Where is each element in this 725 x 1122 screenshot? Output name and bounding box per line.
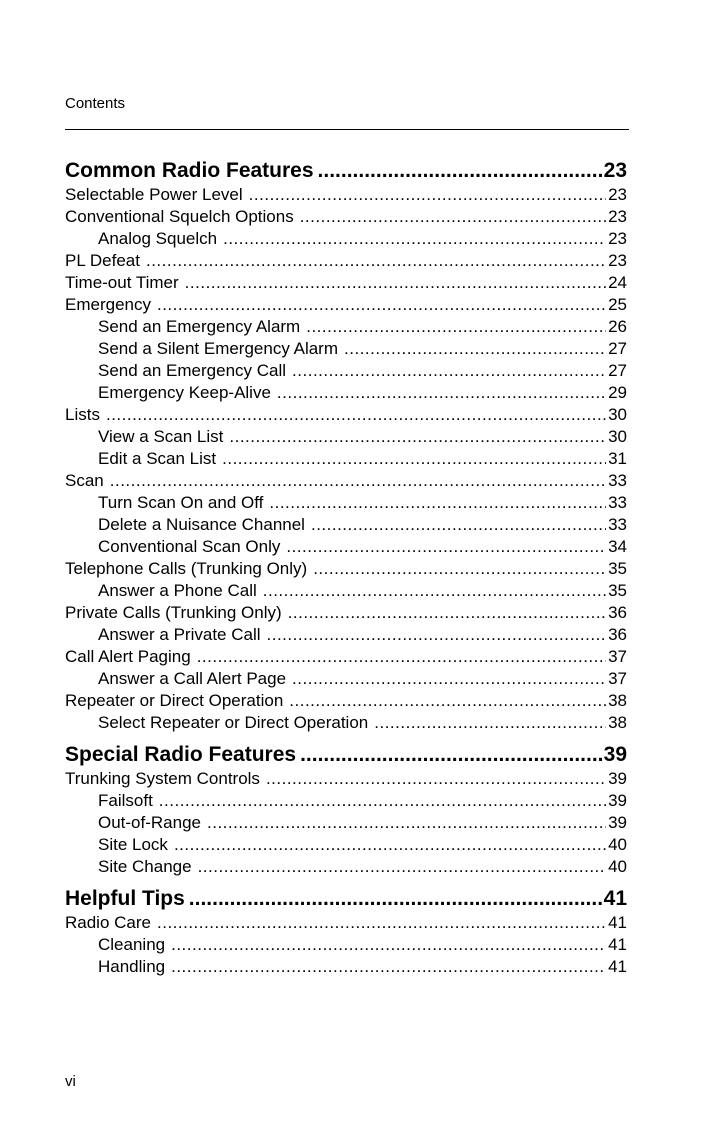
- toc-entry-title: Answer a Private Call: [98, 625, 261, 644]
- toc-entry[interactable]: [65, 956, 627, 978]
- toc-entry-page: 36: [608, 603, 627, 622]
- dot-leader: [288, 602, 606, 624]
- toc-entry-title: Send an Emergency Call: [98, 361, 287, 380]
- toc-entry-title: Send a Silent Emergency Alarm: [98, 339, 339, 358]
- toc-entry[interactable]: [65, 294, 627, 316]
- toc-entry[interactable]: [65, 250, 627, 272]
- toc-entry[interactable]: [65, 624, 627, 646]
- toc-section: [65, 158, 627, 734]
- dot-leader: [229, 426, 606, 448]
- toc-entry-title: Conventional Squelch Options: [65, 207, 294, 226]
- toc-entry[interactable]: [65, 426, 627, 448]
- toc-entry-title: Select Repeater or Direct Operation: [98, 713, 369, 732]
- toc-entry-page: 41: [608, 913, 627, 932]
- toc-entry-title: Scan: [65, 471, 104, 490]
- toc-entry-page: 38: [608, 691, 627, 710]
- toc-entry[interactable]: [65, 712, 627, 734]
- dot-leader: [277, 382, 606, 404]
- toc-entry[interactable]: [65, 934, 627, 956]
- toc-section: [65, 742, 627, 878]
- toc-entry-page: 41: [608, 935, 627, 954]
- toc-entry-page: 33: [608, 493, 627, 512]
- toc-entry-page: 40: [608, 857, 627, 876]
- toc-entry-page: 41: [603, 887, 627, 910]
- dot-leader: [171, 934, 606, 956]
- dot-leader: [306, 316, 606, 338]
- toc-entry-page: 30: [608, 405, 627, 424]
- toc-entry-title: Emergency Keep-Alive: [98, 383, 271, 402]
- toc-entry-page: 35: [608, 559, 627, 578]
- page-number: vi: [65, 1073, 76, 1090]
- toc-entry[interactable]: [65, 646, 627, 668]
- toc-entry-title: Lists: [65, 405, 100, 424]
- toc-entry[interactable]: [65, 602, 627, 624]
- toc-entry-title: Telephone Calls (Trunking Only): [65, 559, 308, 578]
- toc-entry-title: Failsoft: [98, 791, 153, 810]
- dot-leader: [157, 912, 606, 934]
- dot-leader: [344, 338, 606, 360]
- toc-entry[interactable]: [65, 668, 627, 690]
- toc-entry[interactable]: [65, 338, 627, 360]
- toc-entry[interactable]: [65, 514, 627, 536]
- toc-entry-title: Radio Care: [65, 913, 151, 932]
- toc-entry-page: 34: [608, 537, 627, 556]
- toc-entry-page: 37: [608, 647, 627, 666]
- toc-entry-title: Emergency: [65, 295, 151, 314]
- dot-leader: [318, 158, 602, 184]
- dot-leader: [185, 272, 606, 294]
- dot-leader: [300, 206, 606, 228]
- dot-leader: [292, 360, 606, 382]
- dot-leader: [222, 448, 606, 470]
- dot-leader: [207, 812, 606, 834]
- dot-leader: [171, 956, 606, 978]
- toc-entry-page: 23: [608, 229, 627, 248]
- toc-entry-page: 23: [608, 251, 627, 270]
- toc-entry-title: Trunking System Controls: [65, 769, 260, 788]
- toc-entry-title: Edit a Scan List: [98, 449, 217, 468]
- dot-leader: [197, 646, 606, 668]
- toc-entry-title: Analog Squelch: [98, 229, 218, 248]
- toc-entry-page: 31: [608, 449, 627, 468]
- toc-entry[interactable]: [65, 580, 627, 602]
- toc-entry-title: Common Radio Features: [65, 159, 314, 182]
- dot-leader: [269, 492, 606, 514]
- toc-entry[interactable]: [65, 812, 627, 834]
- dot-leader: [267, 624, 607, 646]
- toc-entry[interactable]: [65, 184, 627, 206]
- toc-entry[interactable]: [65, 856, 627, 878]
- dot-leader: [198, 856, 607, 878]
- dot-leader: [159, 790, 606, 812]
- toc-entry-page: 24: [608, 273, 627, 292]
- dot-leader: [110, 470, 606, 492]
- dot-leader: [146, 250, 606, 272]
- toc-entry-title: Delete a Nuisance Channel: [98, 515, 305, 534]
- dot-leader: [174, 834, 606, 856]
- dot-leader: [263, 580, 606, 602]
- toc-entry-page: 35: [608, 581, 627, 600]
- toc-entry[interactable]: [65, 470, 627, 492]
- toc-entry[interactable]: [65, 404, 627, 426]
- table-of-contents: [65, 158, 627, 978]
- toc-entry-page: 33: [608, 515, 627, 534]
- toc-entry-page: 38: [608, 713, 627, 732]
- toc-entry-page: 27: [608, 339, 627, 358]
- toc-entry-page: 23: [608, 207, 627, 226]
- toc-entry-page: 30: [608, 427, 627, 446]
- toc-entry-title: Handling: [98, 957, 166, 976]
- toc-entry-page: 40: [608, 835, 627, 854]
- dot-leader: [311, 514, 606, 536]
- toc-entry-title: Time-out Timer: [65, 273, 179, 292]
- dot-leader: [289, 690, 606, 712]
- toc-entry[interactable]: [65, 768, 627, 790]
- toc-entry-page: 39: [608, 813, 627, 832]
- toc-entry-title: Site Lock: [98, 835, 168, 854]
- toc-entry-title: Out-of-Range: [98, 813, 201, 832]
- toc-entry[interactable]: [65, 382, 627, 404]
- toc-entry[interactable]: [65, 536, 627, 558]
- dot-leader: [374, 712, 606, 734]
- toc-entry[interactable]: [65, 558, 627, 580]
- toc-entry-page: 39: [608, 791, 627, 810]
- dot-leader: [300, 742, 602, 768]
- toc-entry[interactable]: [65, 492, 627, 514]
- toc-entry-page: 23: [603, 159, 627, 182]
- toc-entry-title: Special Radio Features: [65, 743, 297, 766]
- toc-entry[interactable]: [65, 272, 627, 294]
- toc-entry-title: Conventional Scan Only: [98, 537, 281, 556]
- dot-leader: [313, 558, 606, 580]
- toc-entry-page: 25: [608, 295, 627, 314]
- toc-entry-page: 23: [608, 185, 627, 204]
- toc-section-heading[interactable]: [65, 742, 627, 768]
- toc-entry-title: Answer a Phone Call: [98, 581, 257, 600]
- toc-section: [65, 886, 627, 978]
- dot-leader: [249, 184, 606, 206]
- header-rule: [65, 129, 629, 130]
- toc-entry-page: 27: [608, 361, 627, 380]
- toc-entry[interactable]: [65, 228, 627, 250]
- toc-entry[interactable]: [65, 316, 627, 338]
- dot-leader: [286, 536, 606, 558]
- toc-entry[interactable]: [65, 834, 627, 856]
- toc-entry-title: Call Alert Paging: [65, 647, 191, 666]
- toc-entry-title: PL Defeat: [65, 251, 140, 270]
- toc-entry[interactable]: [65, 360, 627, 382]
- toc-entry-title: Site Change: [98, 857, 192, 876]
- toc-entry-page: 37: [608, 669, 627, 688]
- toc-entry[interactable]: [65, 912, 627, 934]
- toc-entry-page: 39: [603, 743, 627, 766]
- toc-entry-title: Answer a Call Alert Page: [98, 669, 287, 688]
- toc-entry[interactable]: [65, 206, 627, 228]
- toc-entry-title: Repeater or Direct Operation: [65, 691, 284, 710]
- dot-leader: [189, 886, 602, 912]
- toc-entry-title: Helpful Tips: [65, 887, 185, 910]
- toc-entry-title: Private Calls (Trunking Only): [65, 603, 282, 622]
- toc-section-heading[interactable]: [65, 886, 627, 912]
- toc-entry-title: Selectable Power Level: [65, 185, 243, 204]
- toc-entry-page: 26: [608, 317, 627, 336]
- dot-leader: [106, 404, 606, 426]
- toc-entry[interactable]: [65, 690, 627, 712]
- running-head: Contents: [65, 95, 126, 112]
- toc-entry[interactable]: [65, 790, 627, 812]
- dot-leader: [223, 228, 606, 250]
- toc-entry-page: 36: [608, 625, 627, 644]
- toc-entry-page: 29: [608, 383, 627, 402]
- toc-entry-title: Cleaning: [98, 935, 166, 954]
- dot-leader: [157, 294, 606, 316]
- dot-leader: [292, 668, 606, 690]
- toc-entry-page: 33: [608, 471, 627, 490]
- toc-entry-page: 39: [608, 769, 627, 788]
- toc-section-heading[interactable]: [65, 158, 627, 184]
- toc-entry-title: View a Scan List: [98, 427, 224, 446]
- toc-entry-title: Turn Scan On and Off: [98, 493, 264, 512]
- toc-entry-page: 41: [608, 957, 627, 976]
- toc-entry[interactable]: [65, 448, 627, 470]
- dot-leader: [266, 768, 606, 790]
- toc-entry-title: Send an Emergency Alarm: [98, 317, 301, 336]
